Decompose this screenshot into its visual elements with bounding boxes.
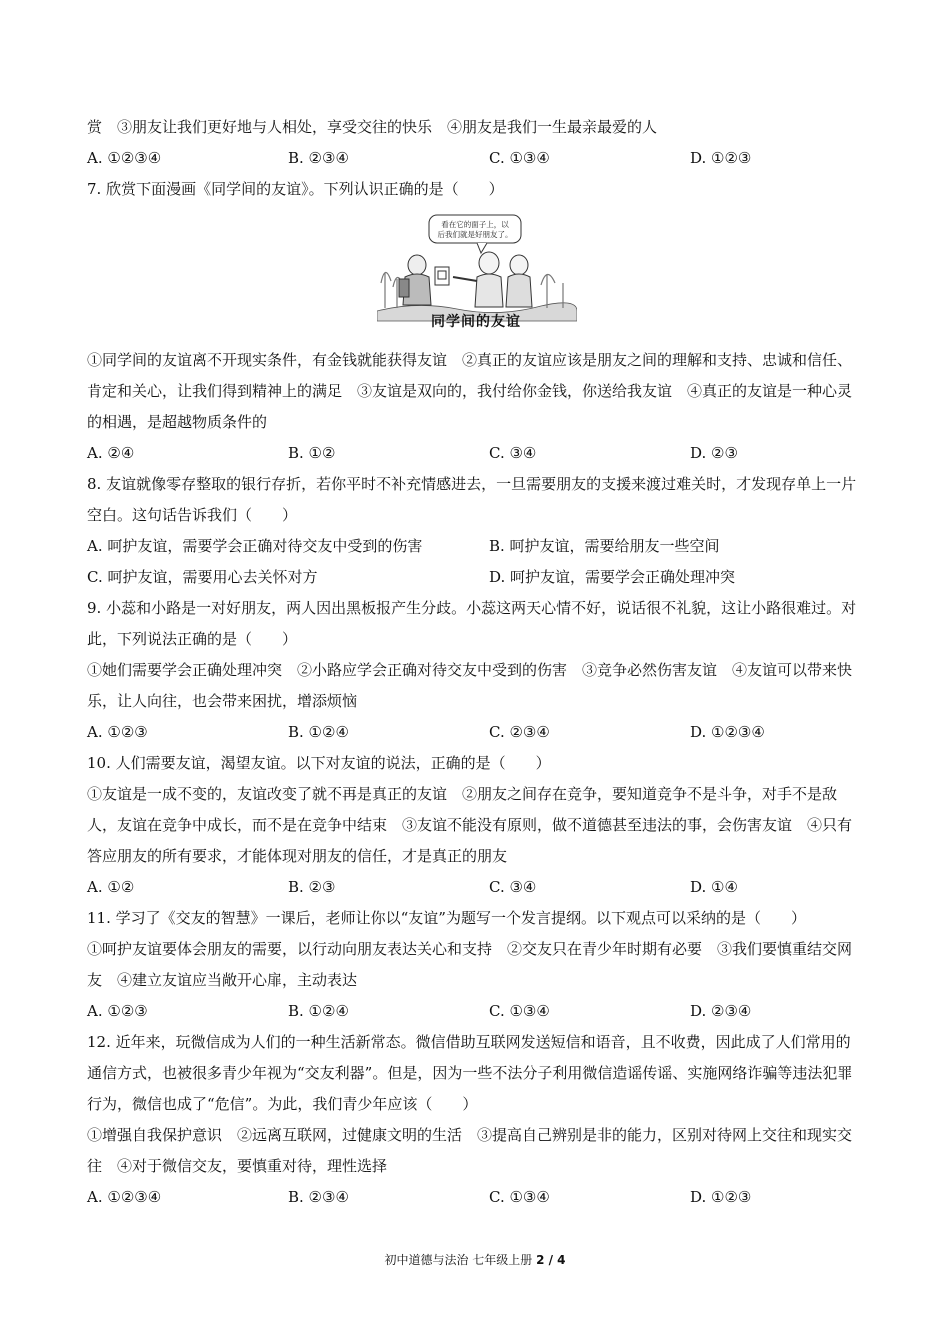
- bubble-line-2: 后我们就是好朋友了。: [437, 230, 513, 239]
- option-b: B. ②③④: [288, 1188, 349, 1206]
- q8-stem: 8. 友谊就像零存整取的银行存折，若你平时不补充情感进去，一旦需要朋友的支援来渡过难关时，才发现存单上一片空白。这句话告诉我们（ ）: [87, 475, 857, 524]
- q9-statements: ①她们需要学会正确处理冲突 ②小路应学会正确对待交友中受到的伤害 ③竞争必然伤害友谊 ④友谊可以带来快乐，让人向往，也会带来困扰，增添烦恼: [87, 661, 853, 710]
- q11-options: [87, 996, 865, 1027]
- q6-continuation: 赏 ③朋友让我们更好地与人相处，享受交往的快乐 ④朋友是我们一生最亲最爱的人: [87, 118, 658, 136]
- option-a: A. 呵护友谊，需要学会正确对待交友中受到的伤害: [87, 537, 423, 555]
- option-c: C. ①③④: [489, 1188, 550, 1206]
- q11-statements: ①呵护友谊要体会朋友的需要，以行动向朋友表达关心和支持 ②交友只在青少年时期有必要 ③我们要慎重结交网友 ④建立友谊应当敞开心扉，主动表达: [87, 940, 853, 989]
- comic-figure: [87, 209, 865, 321]
- q7-options: [87, 438, 865, 469]
- comic-caption: 同学间的友谊: [431, 314, 521, 330]
- option-a: A. ①②③: [87, 723, 148, 741]
- q9-options: [87, 717, 865, 748]
- q7-statements: ①同学间的友谊离不开现实条件，有金钱就能获得友谊 ②真正的友谊应该是朋友之间的理解和支持、忠诚和信任、肯定和关心，让我们得到精神上的满足 ③友谊是双向的，我付给你金钱，你送给我友谊 ④真正的友谊是一种心灵的相遇，是超越物质条件的: [87, 351, 853, 431]
- option-d: D. ②③: [690, 444, 738, 462]
- option-a: A. ①②: [87, 878, 135, 896]
- option-b: B. ②③: [288, 878, 336, 896]
- page-number: 2 / 4: [536, 1253, 566, 1267]
- comic-illustration: [377, 213, 577, 325]
- option-c: C. 呵护友谊，需要用心去关怀对方: [87, 568, 318, 586]
- option-d: D. ①②③: [690, 1188, 752, 1206]
- page-footer: [0, 1251, 950, 1268]
- option-d: D. ①④: [690, 878, 738, 896]
- q10-options: [87, 872, 865, 903]
- option-b: B. ①②④: [288, 723, 349, 741]
- bubble-line-1: 看在它的面子上，以: [441, 220, 509, 229]
- footer-text: 初中道德与法治 七年级上册: [384, 1253, 537, 1267]
- option-b: B. ②③④: [288, 149, 349, 167]
- option-d: D. ①②③: [690, 149, 752, 167]
- option-a: A. ①②③: [87, 1002, 148, 1020]
- q10-stem: 10. 人们需要友谊，渴望友谊。以下对友谊的说法，正确的是（ ）: [87, 754, 551, 772]
- option-b: B. 呵护友谊，需要给朋友一些空间: [489, 537, 720, 555]
- q12-stem: 12. 近年来，玩微信成为人们的一种生活新常态。微信借助互联网发送短信和语音，且不收费，因此成了人们常用的通信方式，也被很多青少年视为“交友利器”。但是，因为一些不法分子利用微信造谣传谣、实施网络诈骗等违法犯罪行为，微信也成了“危信”。为此，我们青少年应该（ ）: [87, 1033, 853, 1113]
- option-d: D. 呵护友谊，需要学会正确处理冲突: [489, 568, 736, 586]
- q10-statements: ①友谊是一成不变的，友谊改变了就不再是真正的友谊 ②朋友之间存在竞争，要知道竞争不是斗争，对手不是敌人，友谊在竞争中成长，而不是在竞争中结束 ③友谊不能没有原则，做不道德甚至违法的事，会伤害友谊 ④只有答应朋友的所有要求，才能体现对朋友的信任，才是真正的朋友: [87, 785, 853, 865]
- option-b: B. ①②④: [288, 1002, 349, 1020]
- q8-options-row2: [87, 562, 865, 593]
- q7-stem: 7. 欣赏下面漫画《同学间的友谊》。下列认识正确的是（ ）: [87, 180, 504, 198]
- q12-statements: ①增强自我保护意识 ②远离互联网，过健康文明的生活 ③提高自己辨别是非的能力，区别对待网上交往和现实交往 ④对于微信交友，要慎重对待，理性选择: [87, 1126, 853, 1175]
- option-c: C. ②③④: [489, 723, 550, 741]
- q9-stem: 9. 小蕊和小路是一对好朋友，两人因出黑板报产生分歧。小蕊这两天心情不好，说话很不礼貌，这让小路很难过。对此，下列说法正确的是（ ）: [87, 599, 857, 648]
- option-c: C. ③④: [489, 444, 537, 462]
- option-a: A. ①②③④: [87, 1188, 162, 1206]
- option-c: C. ③④: [489, 878, 537, 896]
- option-c: C. ①③④: [489, 149, 550, 167]
- exam-page: [87, 112, 865, 1213]
- q11-stem: 11. 学习了《交友的智慧》一课后，老师让你以“友谊”为题写一个发言提纲。以下观点可以采纳的是（ ）: [87, 909, 806, 927]
- option-a: A. ②④: [87, 444, 135, 462]
- option-b: B. ①②: [288, 444, 336, 462]
- q12-options: [87, 1182, 865, 1213]
- option-d: D. ①②③④: [690, 723, 765, 741]
- q6-options: [87, 143, 865, 174]
- option-a: A. ①②③④: [87, 149, 162, 167]
- q8-options-row1: [87, 531, 865, 562]
- option-d: D. ②③④: [690, 1002, 752, 1020]
- option-c: C. ①③④: [489, 1002, 550, 1020]
